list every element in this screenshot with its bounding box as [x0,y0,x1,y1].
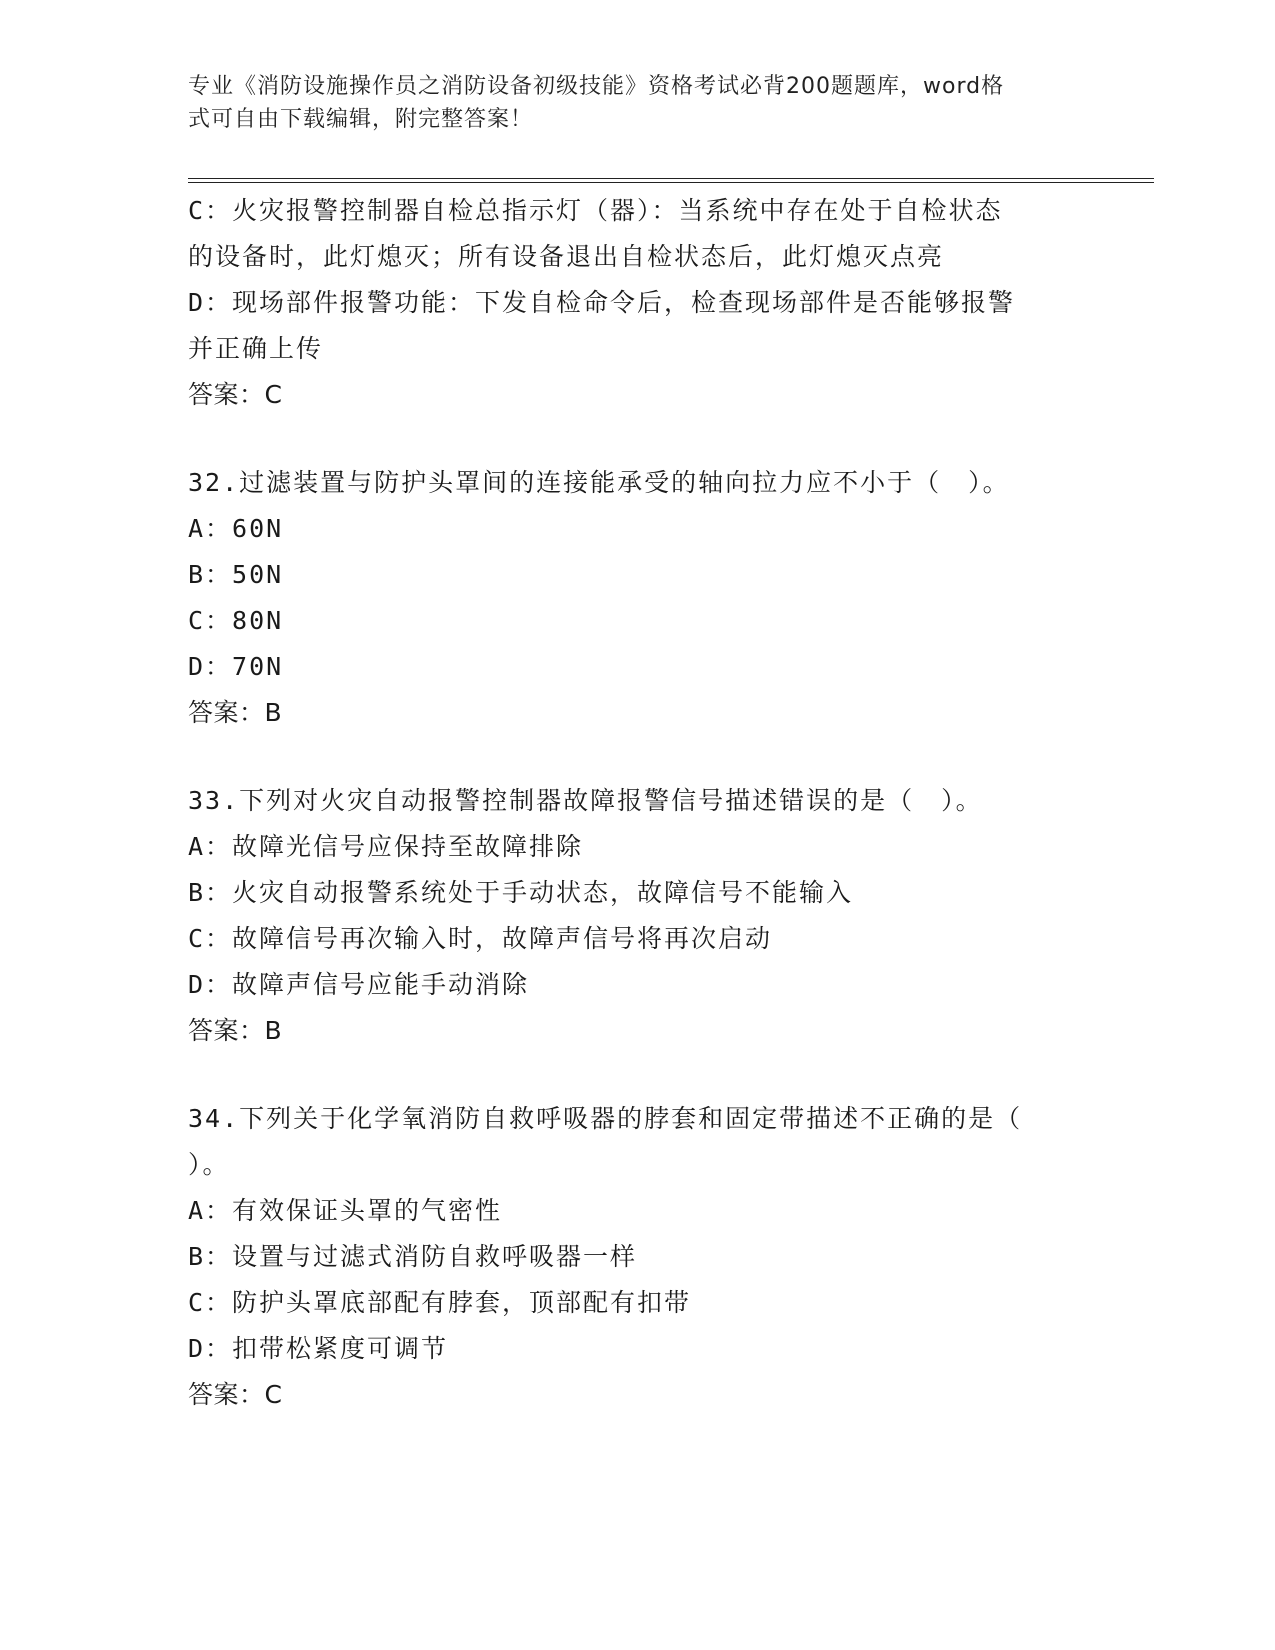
question-32 [188,460,1088,736]
option-b: B：50N [188,560,284,589]
header-line-1: 专业《消防设施操作员之消防设备初级技能》资格考试必背200题题库，word格 [188,74,1005,99]
page-header [188,70,1088,136]
option-a: A：故障光信号应保持至故障排除 [188,832,584,861]
option-c: C：故障信号再次输入时，故障声信号将再次启动 [188,924,773,953]
answer: 答案：C [188,380,283,409]
option-c: C：80N [188,606,284,635]
header-divider-bottom [188,182,1154,183]
question-31-continued [188,188,1088,418]
option-d-continued: 并正确上传 [188,334,324,363]
question-34 [188,1096,1088,1418]
document-body [188,188,1088,1418]
answer: 答案：C [188,1380,283,1409]
option-c-continued: 的设备时，此灯熄灭；所有设备退出自检状态后，此灯熄灭点亮 [188,242,945,271]
header-line-2: 式可自由下载编辑，附完整答案！ [188,107,534,132]
option-a: A：有效保证头罩的气密性 [188,1196,503,1225]
header-divider-top [188,178,1154,179]
question-stem-continued: ）。 [188,1150,230,1179]
answer: 答案：B [188,1016,283,1045]
option-c: C：防护头罩底部配有脖套，顶部配有扣带 [188,1288,692,1317]
option-d: D：故障声信号应能手动消除 [188,970,530,999]
option-d: D：现场部件报警功能：下发自检命令后，检查现场部件是否能够报警 [188,288,1016,317]
question-stem: 33.下列对火灾自动报警控制器故障报警信号描述错误的是（ ）。 [188,786,983,815]
option-b: B：设置与过滤式消防自救呼吸器一样 [188,1242,638,1271]
option-a: A：60N [188,514,284,543]
option-d: D：70N [188,652,284,681]
option-c: C：火灾报警控制器自检总指示灯（器）：当系统中存在处于自检状态 [188,196,1003,225]
question-33 [188,778,1088,1054]
question-stem: 34.下列关于化学氧消防自救呼吸器的脖套和固定带描述不正确的是（ [188,1104,1023,1133]
option-d: D：扣带松紧度可调节 [188,1334,449,1363]
option-b: B：火灾自动报警系统处于手动状态，故障信号不能输入 [188,878,854,907]
answer: 答案：B [188,698,283,727]
question-stem: 32.过滤装置与防护头罩间的连接能承受的轴向拉力应不小于（ ）。 [188,468,1010,497]
